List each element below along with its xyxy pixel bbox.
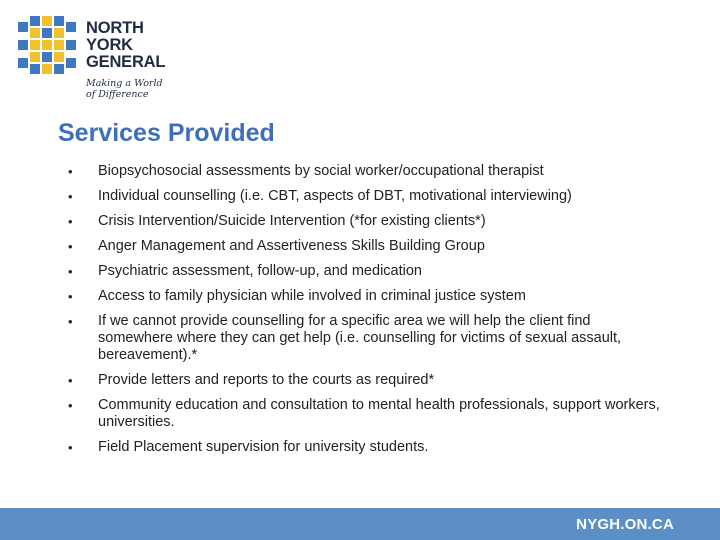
logo-line-3: GENERAL [86,53,166,71]
logo-tagline [86,78,163,100]
list-item: • Community education and consultation to mental health professionals, support workers, universities. [68,397,668,431]
tagline-line-2: of Difference [86,89,149,100]
list-item: • Crisis Intervention/Suicide Intervention (*for existing clients*) [68,213,668,230]
logo-wordmark [86,20,165,71]
list-item: • Field Placement supervision for university students. [68,439,668,456]
footer-bar [0,508,720,540]
logo-line-2: YORK [86,36,133,54]
nygh-logo [18,16,188,106]
logo-line-1: NORTH [86,19,144,37]
list-item: • Anger Management and Assertiveness Skills Building Group [68,238,668,255]
list-item: • Provide letters and reports to the courts as required* [68,372,668,389]
nygh-logo-mark-icon [18,16,76,74]
page-title: Services Provided [58,119,275,147]
tagline-line-1: Making a World [86,78,163,89]
list-item: • Access to family physician while involved in criminal justice system [68,288,668,305]
list-item: • Psychiatric assessment, follow-up, and medication [68,263,668,280]
services-list [68,163,668,464]
list-item: • Individual counselling (i.e. CBT, aspects of DBT, motivational interviewing) [68,188,668,205]
list-item: • Biopsychosocial assessments by social worker/occupational therapist [68,163,668,180]
list-item: • If we cannot provide counselling for a specific area we will help the client find somewhere where they can get help (i.e. counselling for victims of sexual assault, bereavement).* [68,313,668,364]
footer-url: NYGH.ON.CA [576,516,674,533]
